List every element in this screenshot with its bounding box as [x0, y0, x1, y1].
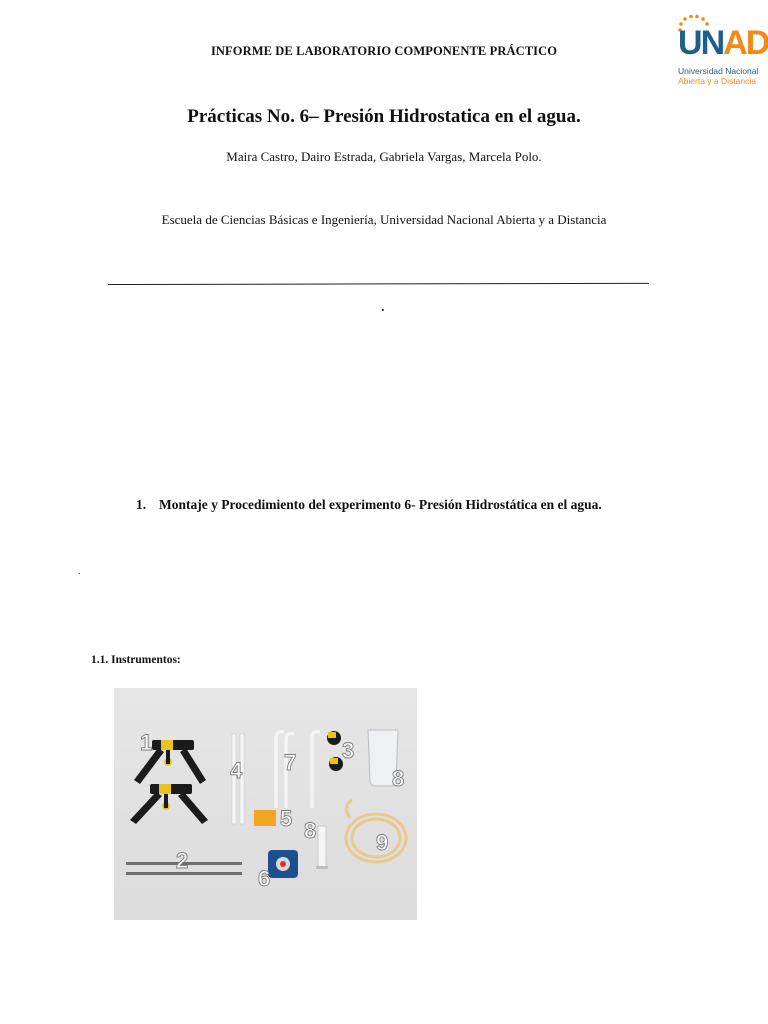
- stray-period-mark: .: [78, 566, 81, 576]
- bent-tubes: [276, 732, 320, 808]
- instruments-illustration: [114, 688, 417, 920]
- divider-line: [108, 283, 649, 285]
- label-8-syringe: 8: [304, 818, 317, 843]
- label-2: 2: [176, 848, 189, 873]
- report-header: INFORME DE LABORATORIO COMPONENTE PRÁCTICO: [210, 44, 558, 58]
- section-heading: [136, 497, 602, 513]
- logo-wordmark: UNAD: [678, 24, 768, 62]
- label-6: 6: [258, 866, 271, 891]
- label-1: 1: [140, 730, 153, 755]
- affiliation: Escuela de Ciencias Básicas e Ingeniería, Universidad Nacional Abierta y a Distancia: [161, 212, 607, 227]
- logo-university-line: Universidad Nacional: [678, 66, 759, 76]
- clamps: [327, 731, 343, 771]
- label-8-beaker: 8: [392, 766, 405, 791]
- orange-block: [254, 810, 276, 826]
- unad-logo: [674, 14, 768, 86]
- section-number: 1.: [136, 497, 147, 512]
- label-3: 3: [342, 738, 355, 763]
- section-title: Montaje y Procedimiento del experimento 6- Presión Hidrostática en el agua.: [159, 497, 602, 512]
- logo-distance-line: Abierta y a Distancia: [678, 76, 756, 86]
- label-5: 5: [280, 806, 293, 831]
- tripod-stand-lower: [130, 784, 208, 824]
- document-title: Prácticas No. 6– Presión Hidrostatica en el agua.: [187, 106, 581, 127]
- period-mark: .: [381, 300, 385, 315]
- syringe: [316, 826, 328, 869]
- label-9: 9: [376, 830, 389, 855]
- label-7: 7: [284, 750, 297, 775]
- label-4: 4: [230, 758, 243, 783]
- tape-measure: [268, 850, 298, 878]
- subsection-heading: 1.1. Instrumentos:: [91, 654, 181, 666]
- authors: Maira Castro, Dairo Estrada, Gabriela Vargas, Marcela Polo.: [226, 149, 542, 164]
- instruments-photo: [114, 688, 417, 920]
